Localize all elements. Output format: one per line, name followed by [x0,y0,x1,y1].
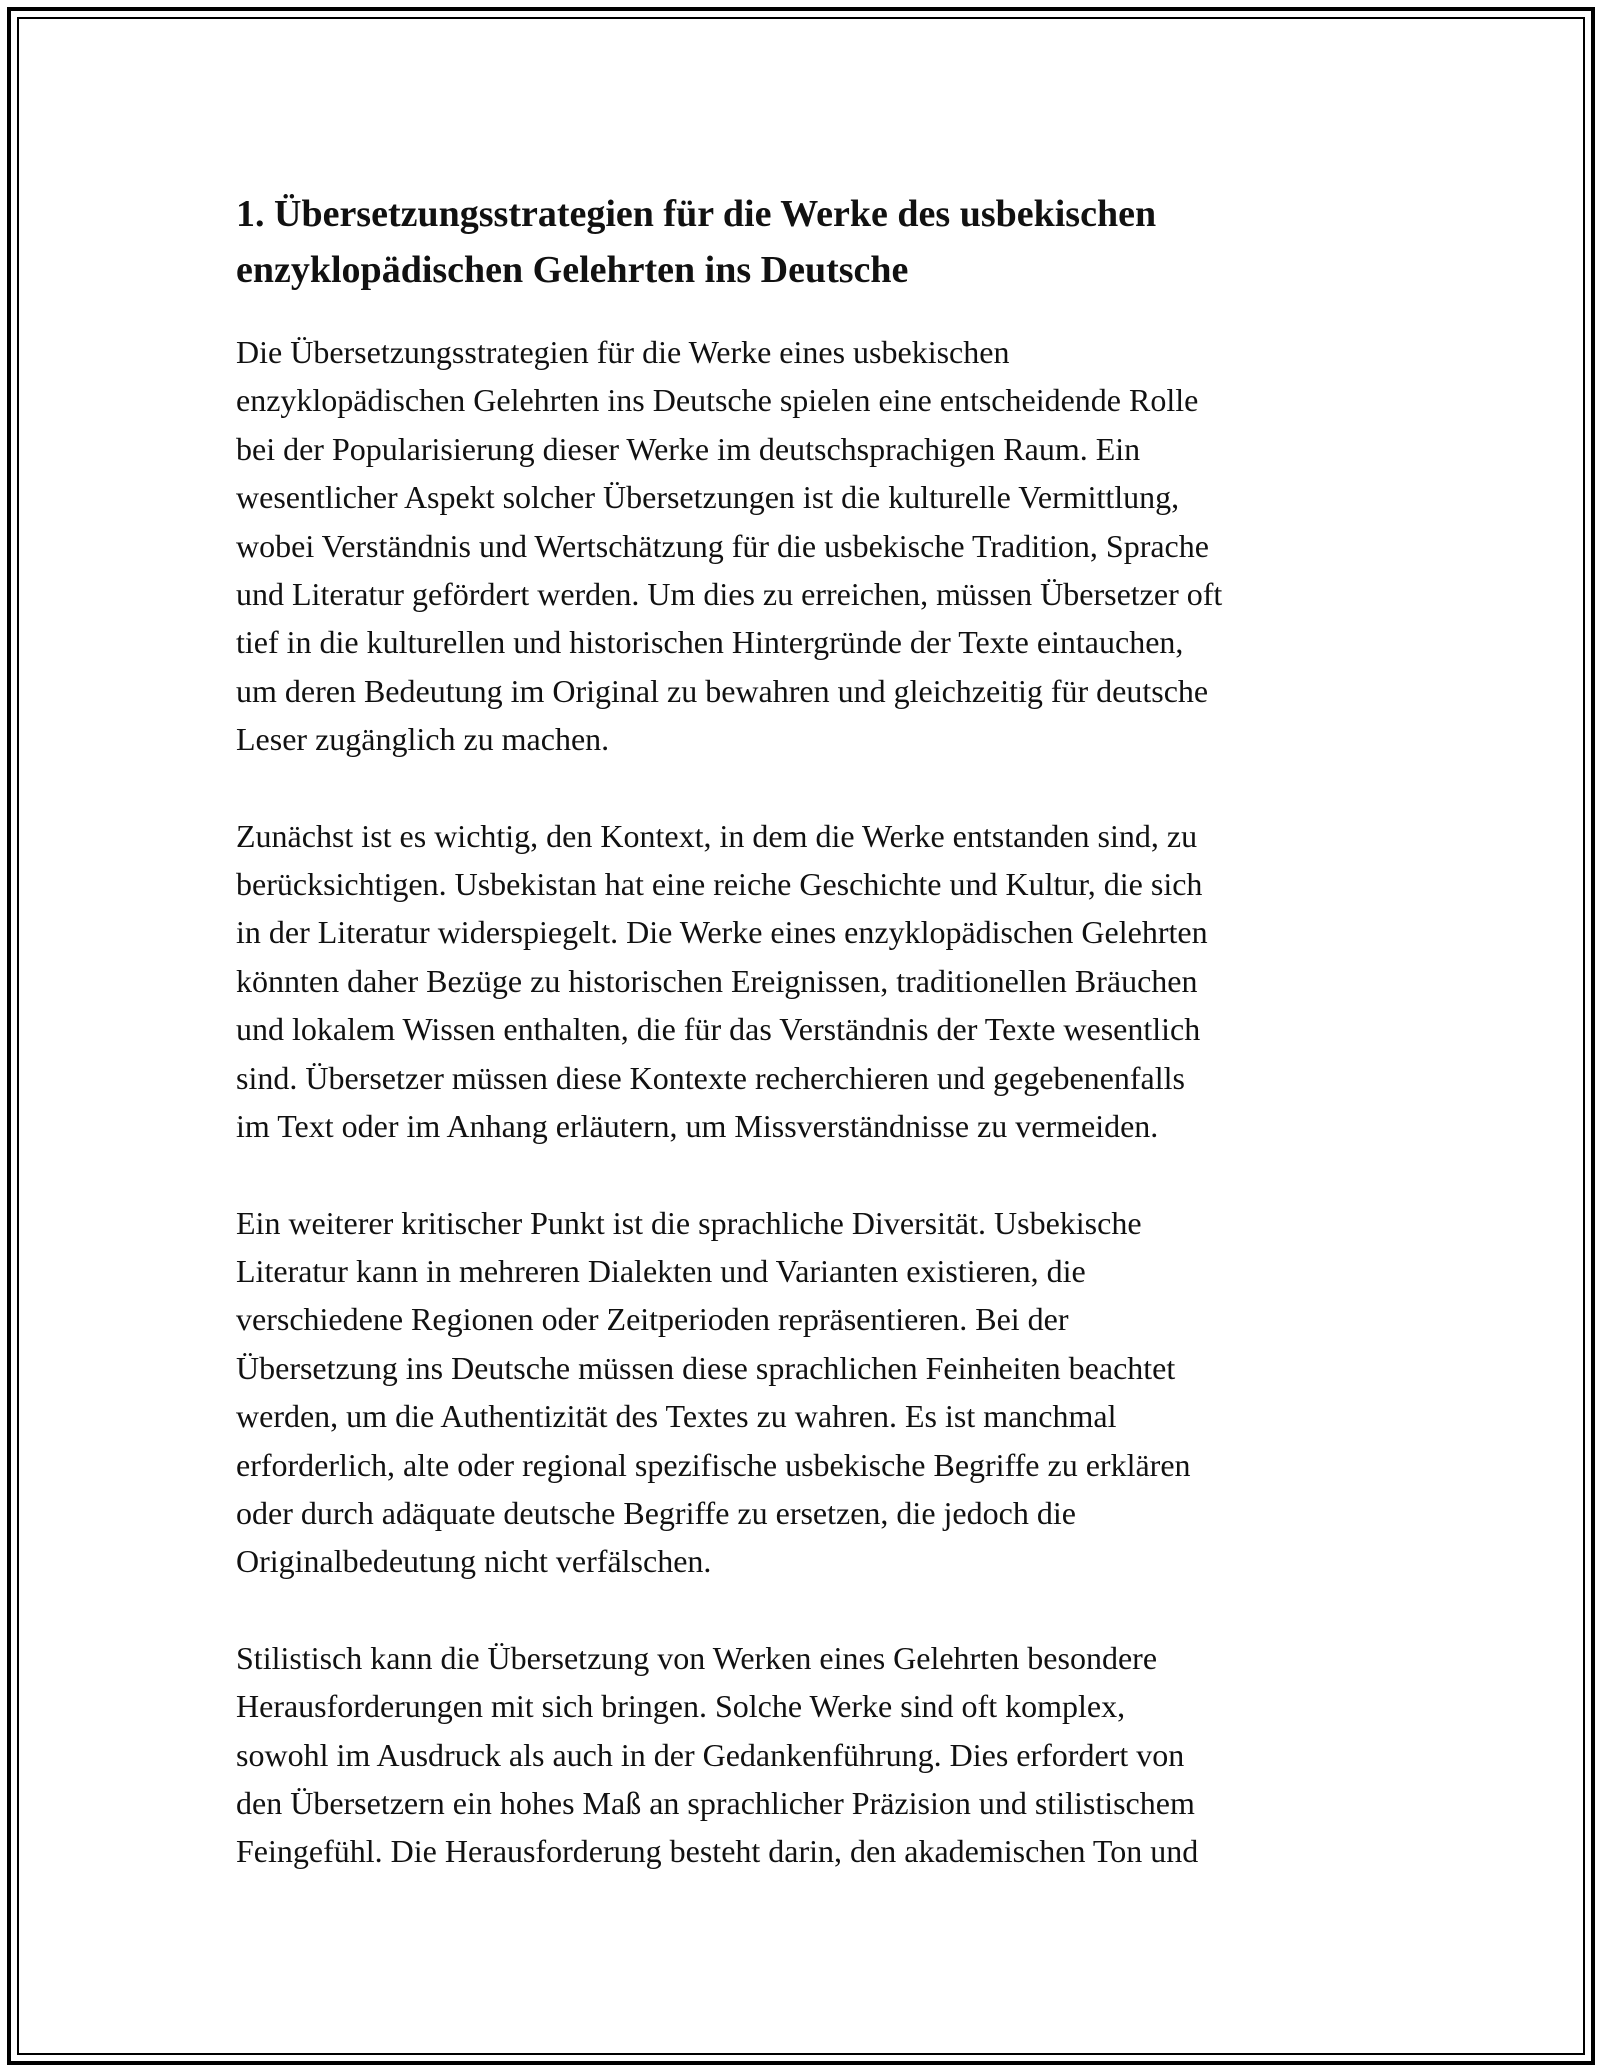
text-line: Ein weiterer kritischer Punkt ist die sprachliche Diversität. Usbekische [236,1204,1142,1241]
text-line: verschiedene Regionen oder Zeitperioden repräsentieren. Bei der [236,1301,1069,1338]
text-line: im Text oder im Anhang erläutern, um Missverständnisse zu vermeiden. [236,1108,1159,1145]
text-line: Feingefühl. Die Herausforderung besteht darin, den akademischen Ton und [236,1833,1199,1870]
text-line: den Übersetzern ein hohes Maß an sprachlicher Präzision und stilistischem [236,1784,1195,1821]
text-line: oder durch adäquate deutsche Begriffe zu ersetzen, die jedoch die [236,1494,1076,1531]
text-line: und lokalem Wissen enthalten, die für das Verständnis der Texte wesentlich [236,1011,1201,1048]
section-heading-line: enzyklopädischen Gelehrten ins Deutsche [236,249,909,291]
text-line: bei der Popularisierung dieser Werke im deutschsprachigen Raum. Ein [236,430,1141,467]
text-line: wesentlicher Aspekt solcher Übersetzungen ist die kulturelle Vermittlung, [236,479,1180,516]
text-line: um deren Bedeutung im Original zu bewahren und gleichzeitig für deutsche [236,672,1209,709]
text-line: könnten daher Bezüge zu historischen Ereignissen, traditionellen Bräuchen [236,962,1198,999]
paragraph-4 [236,1634,1376,1876]
text-line: enzyklopädischen Gelehrten ins Deutsche spielen eine entscheidende Rolle [236,382,1199,419]
section-heading [236,186,1376,298]
text-line: Herausforderungen mit sich bringen. Solche Werke sind oft komplex, [236,1688,1126,1725]
text-line: Originalbedeutung nicht verfälschen. [236,1543,712,1580]
text-line: tief in die kulturellen und historischen Hintergründe der Texte eintauchen, [236,624,1184,661]
text-line: Übersetzung ins Deutsche müssen diese sprachlichen Feinheiten beachtet [236,1349,1176,1386]
text-line: Leser zugänglich zu machen. [236,721,610,758]
paragraph-3 [236,1199,1376,1586]
text-line: sowohl im Ausdruck als auch in der Gedankenführung. Dies erfordert von [236,1736,1185,1773]
text-line: Stilistisch kann die Übersetzung von Werken eines Gelehrten besondere [236,1639,1158,1676]
document-body [236,186,1376,1924]
text-line: berücksichtigen. Usbekistan hat eine reiche Geschichte und Kultur, die sich [236,866,1203,903]
paragraph-1 [236,328,1376,764]
paragraph-2 [236,812,1376,1151]
text-line: Die Übersetzungsstrategien für die Werke eines usbekischen [236,334,1010,370]
text-line: in der Literatur widerspiegelt. Die Werke eines enzyklopädischen Gelehrten [236,914,1208,951]
text-line: Zunächst ist es wichtig, den Kontext, in dem die Werke entstanden sind, zu [236,817,1198,854]
text-line: und Literatur gefördert werden. Um dies zu erreichen, müssen Übersetzer oft [236,576,1223,613]
text-line: sind. Übersetzer müssen diese Kontexte recherchieren und gegebenenfalls [236,1059,1185,1096]
text-line: erforderlich, alte oder regional spezifische usbekische Begriffe zu erklären [236,1446,1191,1483]
text-line: Literatur kann in mehreren Dialekten und Varianten existieren, die [236,1252,1086,1289]
section-heading-line: 1. Übersetzungsstrategien für die Werke des usbekischen [236,193,1157,235]
text-line: wobei Verständnis und Wertschätzung für die usbekische Tradition, Sprache [236,527,1209,564]
text-line: werden, um die Authentizität des Textes zu wahren. Es ist manchmal [236,1398,1117,1435]
